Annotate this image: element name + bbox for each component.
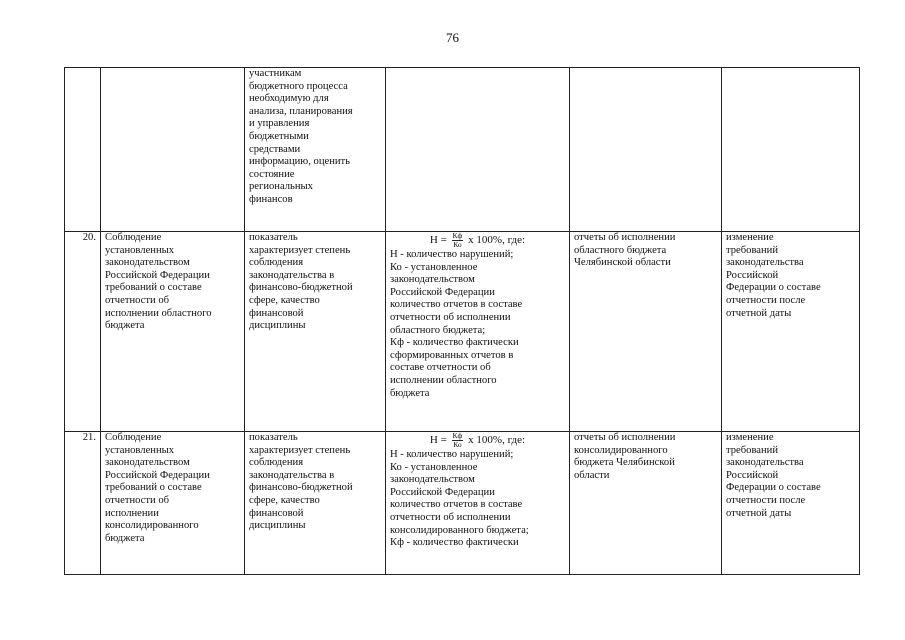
table-row [65,232,860,432]
note-cell: изменение требований законодательства Российской Федерации о составе отчетности после отчетной даты [722,432,860,575]
indicator-name-cell: Соблюдение установленных законодательством Российской Федерации требований о составе отчетности об исполнении областного бюджета [101,232,245,432]
row-number-cell: 20. [65,232,101,432]
formula-expression: Н = $\frac{Кф}{Ко}$ х 100%, где: [429,231,526,249]
formula-expression: Н = $\frac{Кф}{Ко}$ х 100%, где: [429,431,526,449]
table-row [65,432,860,575]
fraction: $\frac{Кф}{Ко}$ [452,431,463,449]
indicator-description-cell: участникам бюджетного процесса необходимую для анализа, планирования и управления бюджетными средствами информацию, оценить состояние региональных финансов [245,68,386,232]
indicator-description-cell: показатель характеризует степень соблюдения законодательства в финансово-бюджетной сфере, качество финансовой дисциплины [245,232,386,432]
note-cell [722,68,860,232]
note-cell: изменение требований законодательства Российской Федерации о составе отчетности после отчетной даты [722,232,860,432]
indicator-name-cell: Соблюдение установленных законодательством Российской Федерации требований о составе отчетности об исполнении консолидированного бюджета [101,432,245,575]
fraction: $\frac{Кф}{Ко}$ [452,231,463,249]
row-number-cell: 21. [65,432,101,575]
page-number: 76 [446,30,459,45]
formula-legend: Н - количество нарушений; Ко - установленное законодательством Российской Федерации количество отчетов в составе отчетности об исполнении областного бюджета; Кф - количество фактически сформированных отчетов в составе отчетности об исполнении областного бюджета [390,249,523,399]
indicator-name-cell [101,68,245,232]
formula-cell [386,432,570,575]
table-row [65,68,860,232]
formula-legend: Н - количество нарушений; Ко - установленное законодательством Российской Федерации количество отчетов в составе отчетности об исполнении консолидированного бюджета; Кф - количество фактически [390,449,529,549]
formula-cell [386,68,570,232]
row-number-cell [65,68,101,232]
data-source-cell: отчеты об исполнении областного бюджета Челябинской области [570,232,722,432]
indicator-description-cell: показатель характеризует степень соблюдения законодательства в финансово-бюджетной сфере, качество финансовой дисциплины [245,432,386,575]
data-source-cell: отчеты об исполнении консолидированного бюджета Челябинской области [570,432,722,575]
formula-cell [386,232,570,432]
data-source-cell [570,68,722,232]
indicators-table [64,67,860,575]
